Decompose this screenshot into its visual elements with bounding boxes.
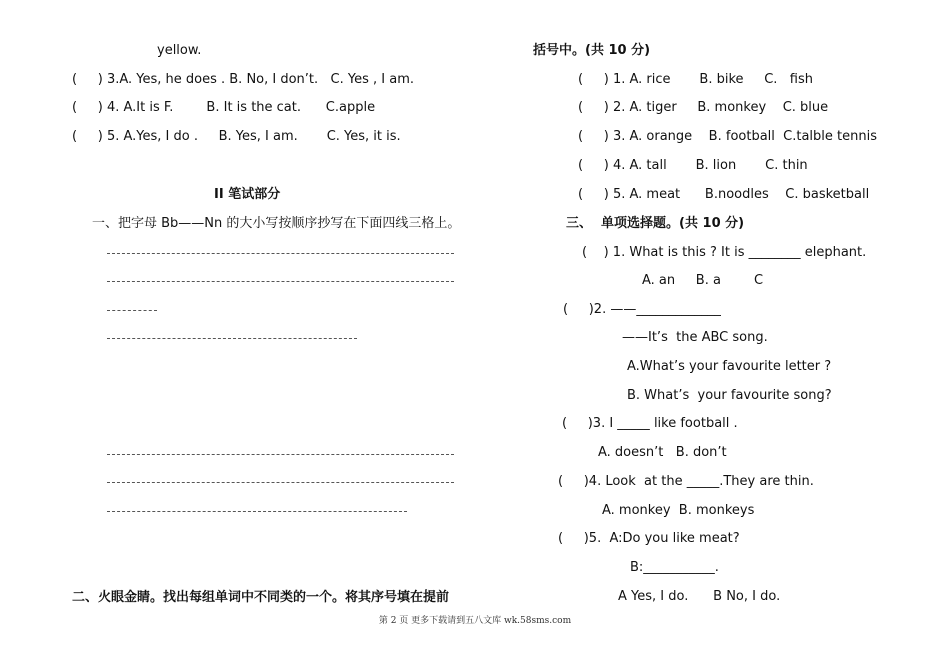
mc-4-options: A. monkey B. monkeys [602,503,755,518]
odd-one-out-1: ( ) 1. A. rice B. bike C. fish [578,72,814,87]
section-2-title: 二、火眼金睛。找出每组单词中不同类的一个。将其序号填在提前 [72,590,450,605]
mc-5-answer-b: B:___________. [630,560,719,575]
mc-1-options: A. an B. a C [642,273,764,288]
writing-line [107,482,454,483]
odd-one-out-5: ( ) 5. A. meat B.noodles C. basketball [578,187,870,202]
odd-one-out-3: ( ) 3. A. orange B. football C.talble tennis [578,129,877,144]
written-part-heading: II 笔试部分 [214,187,281,202]
writing-line [107,281,454,282]
writing-line [107,310,157,311]
mc-2-option-b: B. What’s your favourite song? [627,388,832,403]
mc-2-question: ( )2. ——_____________ [563,302,721,317]
mc-3-options: A. doesn’t B. don’t [598,445,727,460]
question-5: ( ) 5. A.Yes, I do . B. Yes, I am. C. Yes, it is. [72,129,401,144]
writing-line [107,338,357,339]
section-3-title: 三、 单项选择题。(共 10 分) [566,216,745,231]
section-2-title-continued: 括号中。(共 10 分) [533,43,651,58]
mc-4-question: ( )4. Look at the _____.They are thin. [558,474,814,489]
odd-one-out-4: ( ) 4. A. tall B. lion C. thin [578,158,808,173]
writing-line [107,511,407,512]
mc-2-answer: ——It’s the ABC song. [622,330,768,345]
odd-one-out-2: ( ) 2. A. tiger B. monkey C. blue [578,100,829,115]
section-1-title: 一、把字母 Bb——Nn 的大小写按顺序抄写在下面四线三格上。 [92,216,461,231]
mc-1-question: ( ) 1. What is this ? It is ________ elephant. [582,245,867,260]
writing-line [107,253,454,254]
writing-line [107,454,454,455]
page-footer: 第 2 页 更多下载请到五八文库 wk.58sms.com [378,616,572,626]
mc-5-options: A Yes, I do. B No, I do. [618,589,781,604]
mc-2-option-a: A.What’s your favourite letter ? [627,359,832,374]
mc-5-question: ( )5. A:Do you like meat? [558,531,740,546]
answer-line-yellow: yellow. [157,43,202,58]
question-3: ( ) 3.A. Yes, he does . B. No, I don’t. C. Yes , I am. [72,72,415,87]
mc-3-question: ( )3. I _____ like football . [562,416,738,431]
question-4: ( ) 4. A.It is F. B. It is the cat. C.apple [72,100,376,115]
